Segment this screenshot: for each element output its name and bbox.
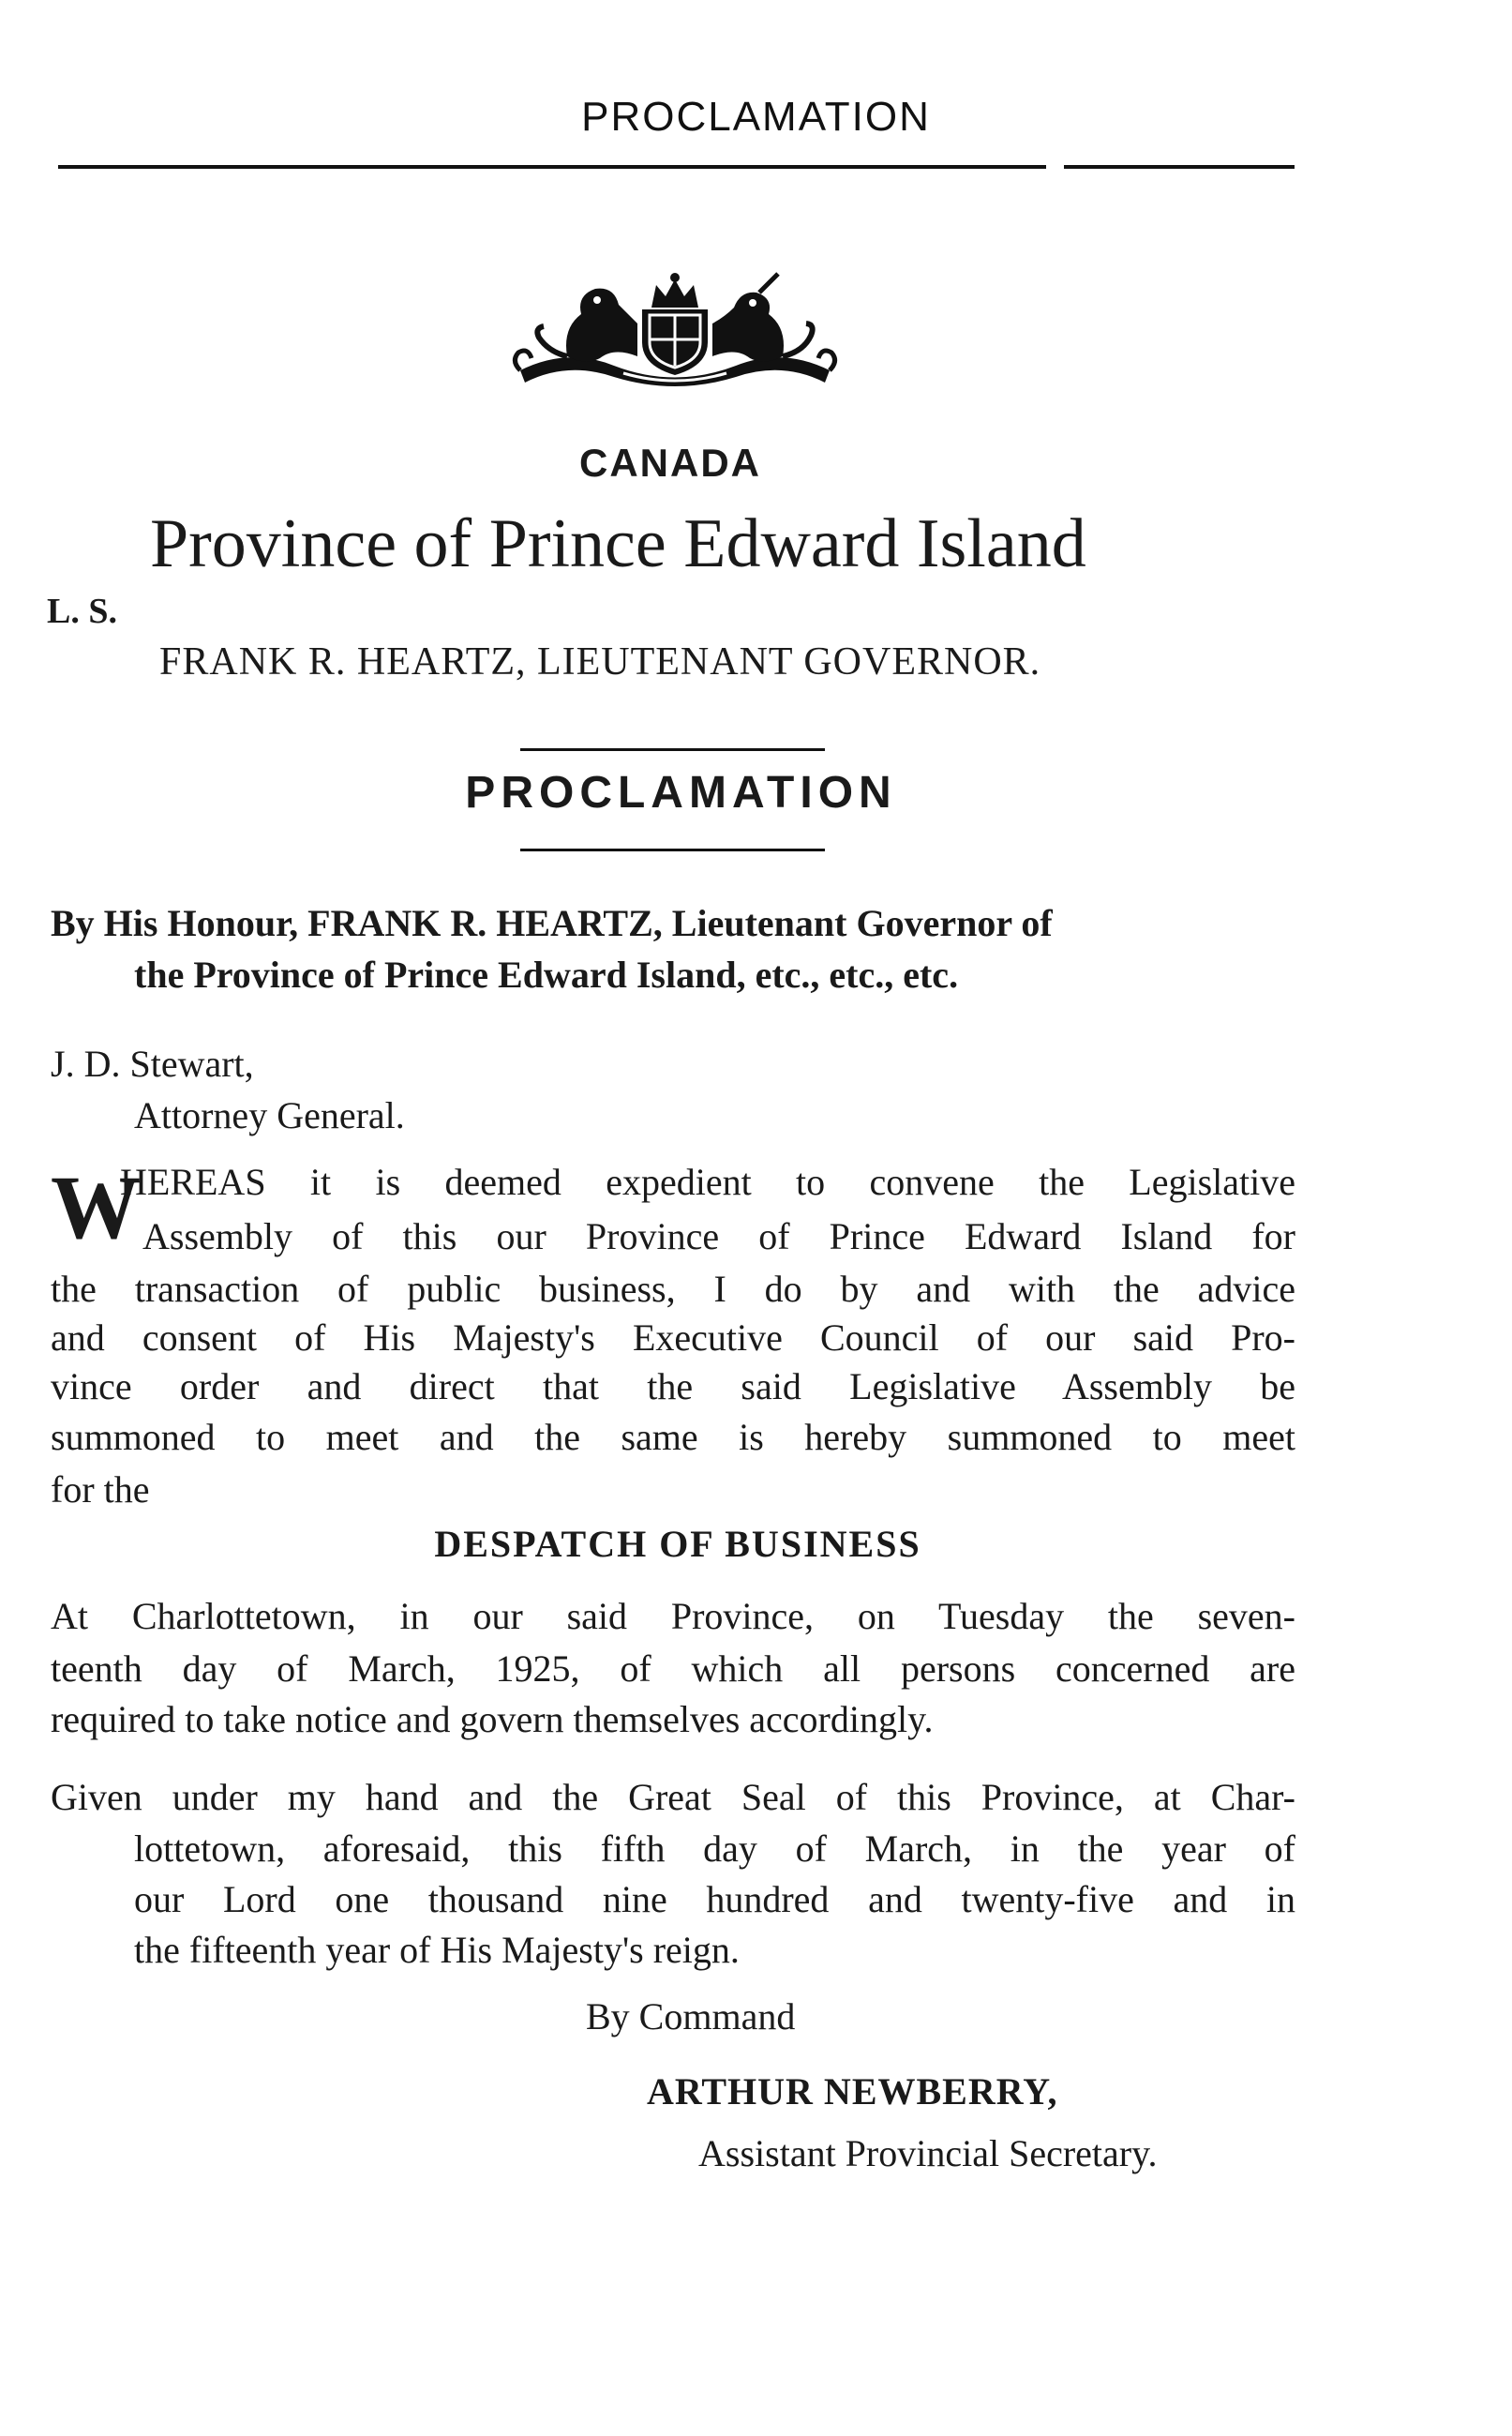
meeting-line-3: required to take notice and govern themselves accordingly. xyxy=(51,1698,934,1740)
header-rule-left xyxy=(58,165,1046,169)
given-line-3: our Lord one thousand nine hundred and twenty-five and in xyxy=(134,1878,1295,1920)
proclamation-heading: PROCLAMATION xyxy=(465,768,897,818)
attorney-name: J. D. Stewart, xyxy=(51,1043,254,1085)
whereas-line-2: Assembly of this our Province of Prince Edward Island for xyxy=(142,1215,1295,1257)
royal-coat-of-arms-icon xyxy=(511,272,839,394)
drop-cap: W xyxy=(51,1157,141,1257)
whereas-line-5: vince order and direct that the said Legislative Assembly be xyxy=(51,1365,1295,1407)
whereas-line-6: summoned to meet and the same is hereby summoned to meet xyxy=(51,1416,1295,1458)
byline-line-2: the Province of Prince Edward Island, etc., etc., etc. xyxy=(134,954,959,996)
seal-mark: L. S. xyxy=(47,592,117,631)
given-line-4: the fifteenth year of His Majesty's reign. xyxy=(134,1929,740,1971)
province-title: Province of Prince Edward Island xyxy=(150,505,1086,582)
given-line-1: Given under my hand and the Great Seal of this Province, at Char- xyxy=(51,1776,1295,1818)
given-line-2: lottetown, aforesaid, this fifth day of March, in the year of xyxy=(134,1827,1295,1870)
meeting-line-1: At Charlottetown, in our said Province, on Tuesday the seven- xyxy=(51,1595,1295,1637)
heading-rule-bottom xyxy=(520,849,825,851)
whereas-line-7: for the xyxy=(51,1468,150,1511)
header-rule-right xyxy=(1064,165,1295,169)
signatory-title: Assistant Provincial Secretary. xyxy=(698,2132,1158,2174)
country-title: CANADA xyxy=(579,441,761,485)
whereas-line-1: HEREAS it is deemed expedient to convene the Legislative xyxy=(120,1161,1295,1203)
meeting-line-2: teenth day of March, 1925, of which all persons concerned are xyxy=(51,1647,1295,1690)
heading-rule-top xyxy=(520,748,825,751)
whereas-line-3: the transaction of public business, I do by and with the advice xyxy=(51,1268,1295,1310)
governor-line: FRANK R. HEARTZ, LIEUTENANT GOVERNOR. xyxy=(159,640,1041,684)
byline-line-1: By His Honour, FRANK R. HEARTZ, Lieutenant Governor of xyxy=(51,902,1053,944)
whereas-line-4: and consent of His Majesty's Executive Council of our said Pro- xyxy=(51,1316,1295,1359)
business-heading: DESPATCH OF BUSINESS xyxy=(434,1523,921,1565)
by-command: By Command xyxy=(586,1995,796,2038)
running-head: PROCLAMATION xyxy=(581,94,931,140)
attorney-title: Attorney General. xyxy=(134,1094,405,1136)
signatory-name: ARTHUR NEWBERRY, xyxy=(647,2070,1058,2113)
